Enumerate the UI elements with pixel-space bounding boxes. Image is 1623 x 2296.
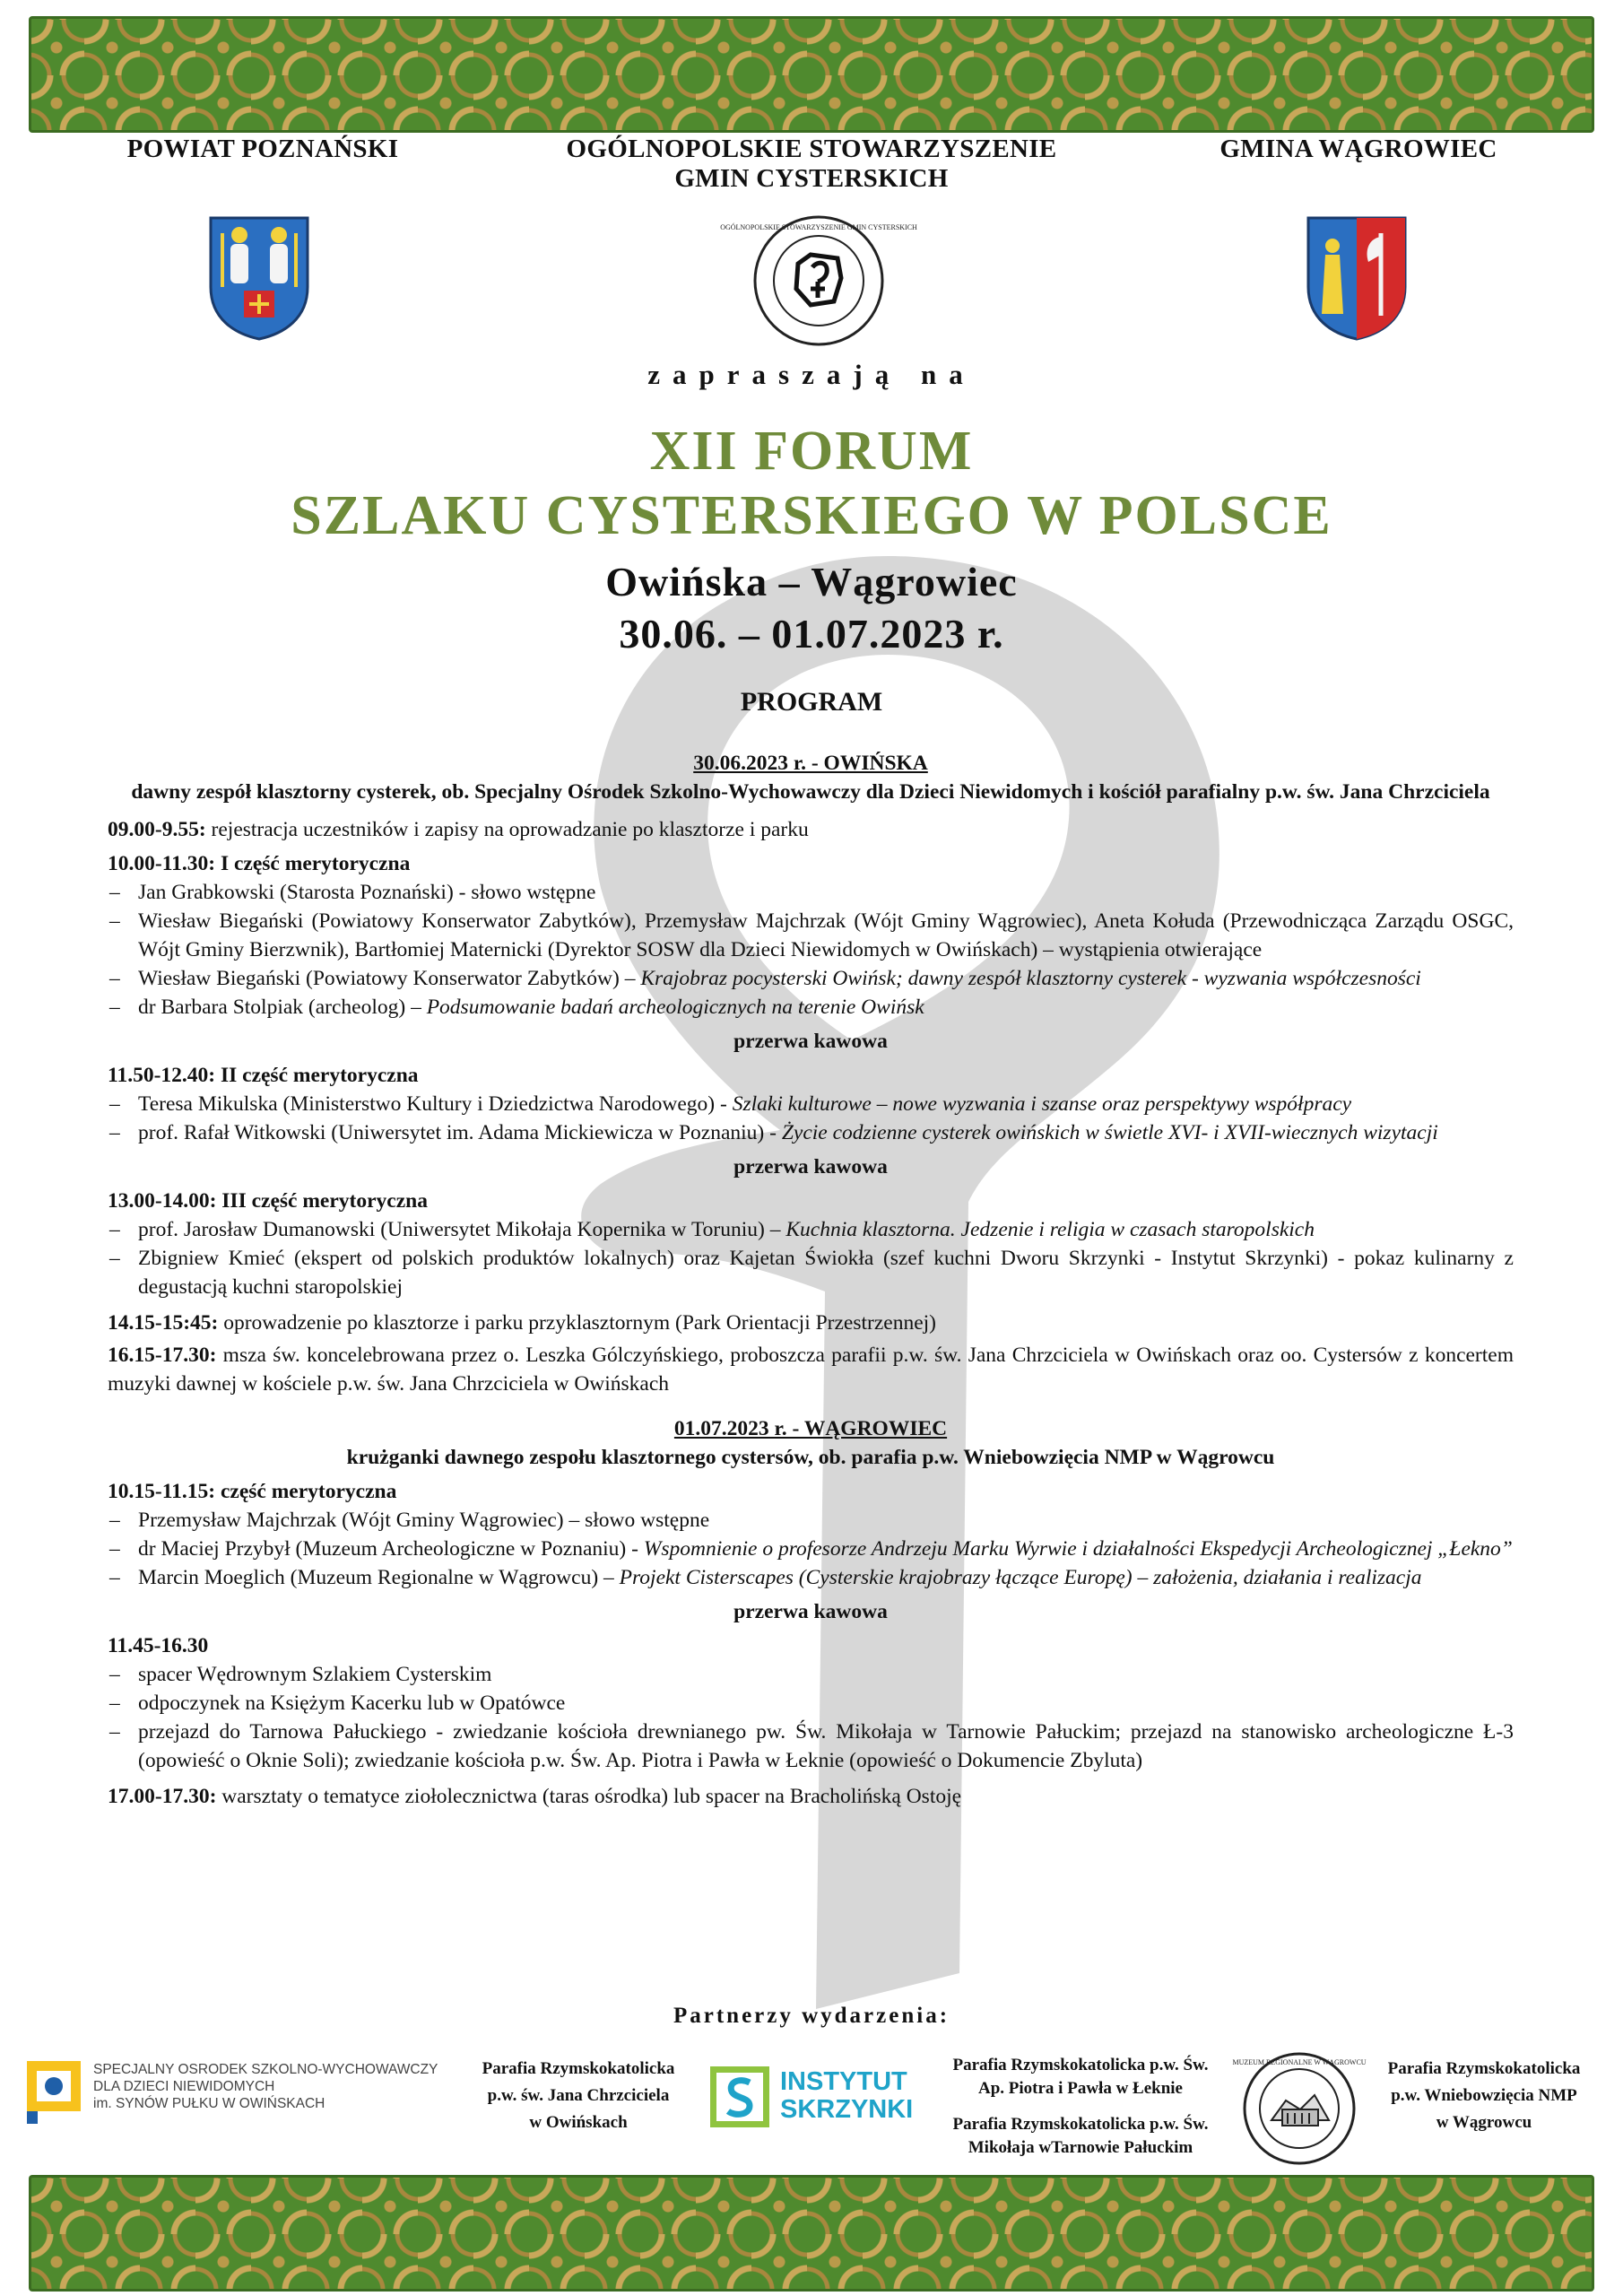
list-item xyxy=(108,1535,1514,1563)
list-item: – Przemysław Majchrzak (Wójt Gminy Wągrowiec) – słowo wstępne xyxy=(108,1506,1514,1535)
coffee-break: przerwa kawowa xyxy=(733,1155,888,1178)
sosw-line3: im. SYNÓW PUŁKU W OWIŃSKACH xyxy=(93,2096,325,2111)
partner-parish-lekno xyxy=(928,2054,1233,2100)
day1-tour-time: 14.15-15:45: xyxy=(108,1311,219,1335)
gmina-coat-of-arms xyxy=(1306,215,1408,341)
speaker: Teresa Mikulska (Ministerstwo Kultury i Dziedzictwa Narodowego) - xyxy=(138,1092,733,1116)
coffee-break: przerwa kawowa xyxy=(733,1600,888,1623)
osgc-logo-text: OGÓLNOPOLSKIE STOWARZYSZENIE GMIN CYSTERSKICH xyxy=(720,223,917,231)
partner-parish-wagrowiec xyxy=(1363,2056,1605,2136)
day1-tour xyxy=(108,1309,1514,1337)
forum-title-line1: XII FORUM xyxy=(649,421,974,482)
powiat-coat-of-arms xyxy=(208,215,310,341)
list-item: – Zbigniew Kmieć (ekspert od polskich produktów lokalnych) oraz Kajetan Świokła (szef kuchni Dworu Skrzynki - Instytut Skrzynki) - pokaz kulinarny z degustacją kuchni staropolskiej xyxy=(108,1244,1514,1301)
day1-session3-heading: 13.00-14.00: III część merytoryczna xyxy=(108,1189,428,1213)
day1-heading: 30.06.2023 r. - OWIŃSKA xyxy=(693,752,928,775)
org-osgc-label xyxy=(502,135,1121,194)
museum-logo-text: MUZEUM REGIONALNE W WĄGROWCU xyxy=(1232,2058,1367,2066)
forum-places: Owińska – Wągrowiec xyxy=(605,559,1018,604)
day2-session2-list xyxy=(108,1660,1514,1775)
day2-session2-heading: 11.45-16.30 xyxy=(108,1634,209,1657)
parish-wagrowiec-line1: Parafia Rzymskokatolicka xyxy=(1387,2059,1581,2078)
day1-session2-heading: 11.50-12.40: II część merytoryczna xyxy=(108,1064,419,1087)
org-gmina-label: GMINA WĄGROWIEC xyxy=(1219,135,1497,163)
day2-heading: 01.07.2023 r. - WĄGROWIEC xyxy=(673,1417,948,1440)
sosw-line1: SPECJALNY OSRODEK SZKOLNO-WYCHOWAWCZY xyxy=(93,2062,438,2077)
day1-session1-heading: 10.00-11.30: I część merytoryczna xyxy=(108,852,411,875)
day1-session2-list xyxy=(108,1090,1514,1147)
list-item: – odpoczynek na Księżym Kacerku lub w Opatówce xyxy=(108,1689,1514,1718)
parish-owinska-line2: p.w. św. Jana Chrzciciela xyxy=(487,2086,670,2105)
parish-lekno-line1: Parafia Rzymskokatolicka p.w. Św. xyxy=(952,2056,1209,2074)
speaker: prof. Jarosław Dumanowski (Uniwersytet Mikołaja Kopernika w Toruniu) – xyxy=(138,1218,786,1241)
talk-title: Kuchnia klasztorna. Jedzenie i religia w czasach staropolskich xyxy=(785,1218,1315,1241)
talk-title: Życie codzienne cysterek owińskich w świetle XVI- i XVII-wiecznych wizytacji xyxy=(781,1121,1438,1144)
day1-registration-text: rejestracja uczestników i zapisy na oprowadzanie po klasztorze i parku xyxy=(205,818,809,841)
partner-parish-tarnowo xyxy=(928,2113,1233,2160)
program-heading: PROGRAM xyxy=(740,687,883,717)
talk-title: Krajobraz pocysterski Owińsk; dawny zespół klasztorny cysterek - wyzwania współczesności xyxy=(640,967,1421,990)
parish-wagrowiec-line2: p.w. Wniebowzięcia NMP xyxy=(1391,2086,1577,2105)
parish-tarnowo-line2: Mikołaja wTarnowie Pałuckim xyxy=(968,2138,1193,2157)
talk-title: Projekt Cisterscapes (Cysterskie krajobrazy łączące Europę) – założenia, działania i realizacja xyxy=(619,1566,1422,1589)
list-item xyxy=(108,964,1514,993)
talk-title: Wspomnienie o profesorze Andrzeju Marku Wyrwie i działalności Ekspedycji Archeologicznej „Łekno” xyxy=(643,1537,1513,1561)
partner-sosw xyxy=(25,2059,464,2140)
day1-mass xyxy=(108,1341,1514,1398)
forum-title-line2: SZLAKU CYSTERSKIEGO W POLSCE xyxy=(291,485,1332,546)
day2-workshops-time: 17.00-17.30: xyxy=(108,1785,217,1808)
speaker: Wiesław Biegański (Powiatowy Konserwator Zabytków) – xyxy=(138,967,641,990)
day2-venue: krużganki dawnego zespołu klasztornego cystersów, ob. parafia p.w. Wniebowzięcia NMP w Wągrowcu xyxy=(346,1446,1275,1469)
list-item xyxy=(108,993,1514,1022)
skrzynki-line1: INSTYTUT xyxy=(780,2067,907,2096)
forum-dates: 30.06. – 01.07.2023 r. xyxy=(619,611,1004,657)
parish-owinska-line3: w Owińskach xyxy=(529,2113,628,2132)
program-content xyxy=(108,749,1514,1814)
day2-workshops-text: warsztaty o tematyce ziołolecznictwa (taras ośrodka) lub spacer na Bracholińską Ostoję xyxy=(216,1785,962,1808)
partner-instytut-skrzynki xyxy=(708,2063,924,2133)
list-item xyxy=(108,1563,1514,1592)
list-item xyxy=(108,1118,1514,1147)
sosw-line2: DLA DZIECI NIEWIDOMYCH xyxy=(93,2079,275,2094)
list-item: – przejazd do Tarnowa Pałuckiego - zwiedzanie kościoła drewnianego pw. Św. Mikołaja w Tarnowie Pałuckim; przejazd na stanowisko archeologiczne Ł-3 (opowieść o Oknie Soli); zwiedzanie kościoła p.w. Św. Ap. Piotra i Pawła w Łeknie (opowieść o Dokumencie Zbyluta) xyxy=(108,1718,1514,1775)
day1-registration xyxy=(108,815,1514,844)
day2-workshops xyxy=(108,1782,1514,1811)
osgc-logo xyxy=(720,213,917,348)
decorative-border-bottom xyxy=(29,2175,1594,2292)
talk-title: Podsumowanie badań archeologicznych na terenie Owińsk xyxy=(426,996,924,1019)
day1-session1-list xyxy=(108,878,1514,1022)
day1-mass-text: msza św. koncelebrowana przez o. Leszka Gólczyńskiego, proboszcza parafii p.w. św. Jana Chrzciciela w Owińskach oraz oo. Cystersów z koncertem muzyki dawnej w kościele p.w. św. Jana Chrzciciela w Owińskach xyxy=(108,1344,1514,1396)
list-item xyxy=(108,1090,1514,1118)
parish-lekno-line2: Ap. Piotra i Pawła w Łeknie xyxy=(978,2079,1183,2098)
skrzynki-line2: SKRZYNKI xyxy=(780,2095,914,2124)
speaker: dr Barbara Stolpiak (archeolog) – xyxy=(138,996,427,1019)
day2-session1-list xyxy=(108,1506,1514,1592)
parish-wagrowiec-line3: w Wągrowcu xyxy=(1436,2113,1532,2132)
talk-title: Szlaki kulturowe – nowe wyzwania i szanse oraz perspektywy współpracy xyxy=(732,1092,1352,1116)
day1-registration-time: 09.00-9.55: xyxy=(108,818,206,841)
list-item xyxy=(108,1215,1514,1244)
sosw-logo-icon xyxy=(25,2059,82,2126)
speaker: prof. Rafał Witkowski (Uniwersytet im. Adama Mickiewicza w Poznaniu) - xyxy=(138,1121,782,1144)
partners-heading: Partnerzy wydarzenia: xyxy=(673,2004,950,2028)
speaker: Marcin Moeglich (Muzeum Regionalne w Wągrowcu) – xyxy=(138,1566,620,1589)
day1-mass-time: 16.15-17.30: xyxy=(108,1344,217,1367)
day2-session1-heading: 10.15-11.15: część merytoryczna xyxy=(108,1480,397,1503)
day1-venue: dawny zespół klasztorny cysterek, ob. Specjalny Ośrodek Szkolno-Wychowawczy dla Dzieci Niewidomych i kościół parafialny p.w. św. Jana Chrzciciela xyxy=(131,780,1490,804)
skrzynki-logo-icon xyxy=(708,2065,771,2129)
parish-tarnowo-line1: Parafia Rzymskokatolicka p.w. Św. xyxy=(952,2115,1209,2134)
parish-owinska-line1: Parafia Rzymskokatolicka xyxy=(482,2059,675,2078)
org-powiat-label: POWIAT POZNAŃSKI xyxy=(126,135,399,163)
coffee-break: przerwa kawowa xyxy=(733,1030,888,1053)
partner-parish-owinska xyxy=(466,2056,690,2136)
list-item: – Jan Grabkowski (Starosta Poznański) - słowo wstępne xyxy=(108,878,1514,907)
decorative-border-top xyxy=(29,16,1594,133)
day1-tour-text: oprowadzenie po klasztorze i parku przyklasztornym (Park Orientacji Przestrzennej) xyxy=(218,1311,937,1335)
org-osgc-line2: GMIN CYSTERSKICH xyxy=(674,164,949,193)
speaker: dr Maciej Przybył (Muzeum Archeologiczne w Poznaniu) - xyxy=(138,1537,644,1561)
list-item: – spacer Wędrownym Szlakiem Cysterskim xyxy=(108,1660,1514,1689)
museum-wagrowiec-logo xyxy=(1232,2050,1367,2167)
invitation-text: zapraszają na xyxy=(647,359,976,390)
org-osgc-line1: OGÓLNOPOLSKIE STOWARZYSZENIE xyxy=(566,135,1057,163)
day1-session3-list xyxy=(108,1215,1514,1301)
list-item: – Wiesław Biegański (Powiatowy Konserwator Zabytków), Przemysław Majchrzak (Wójt Gminy Wągrowiec), Aneta Kołuda (Przewodnicząca Zarządu OSGC, Wójt Gminy Bierzwnik), Bartłomiej Maternicki (Dyrektor SOSW dla Dzieci Niewidomych w Owińskach) – wystąpienia otwierające xyxy=(108,907,1514,964)
